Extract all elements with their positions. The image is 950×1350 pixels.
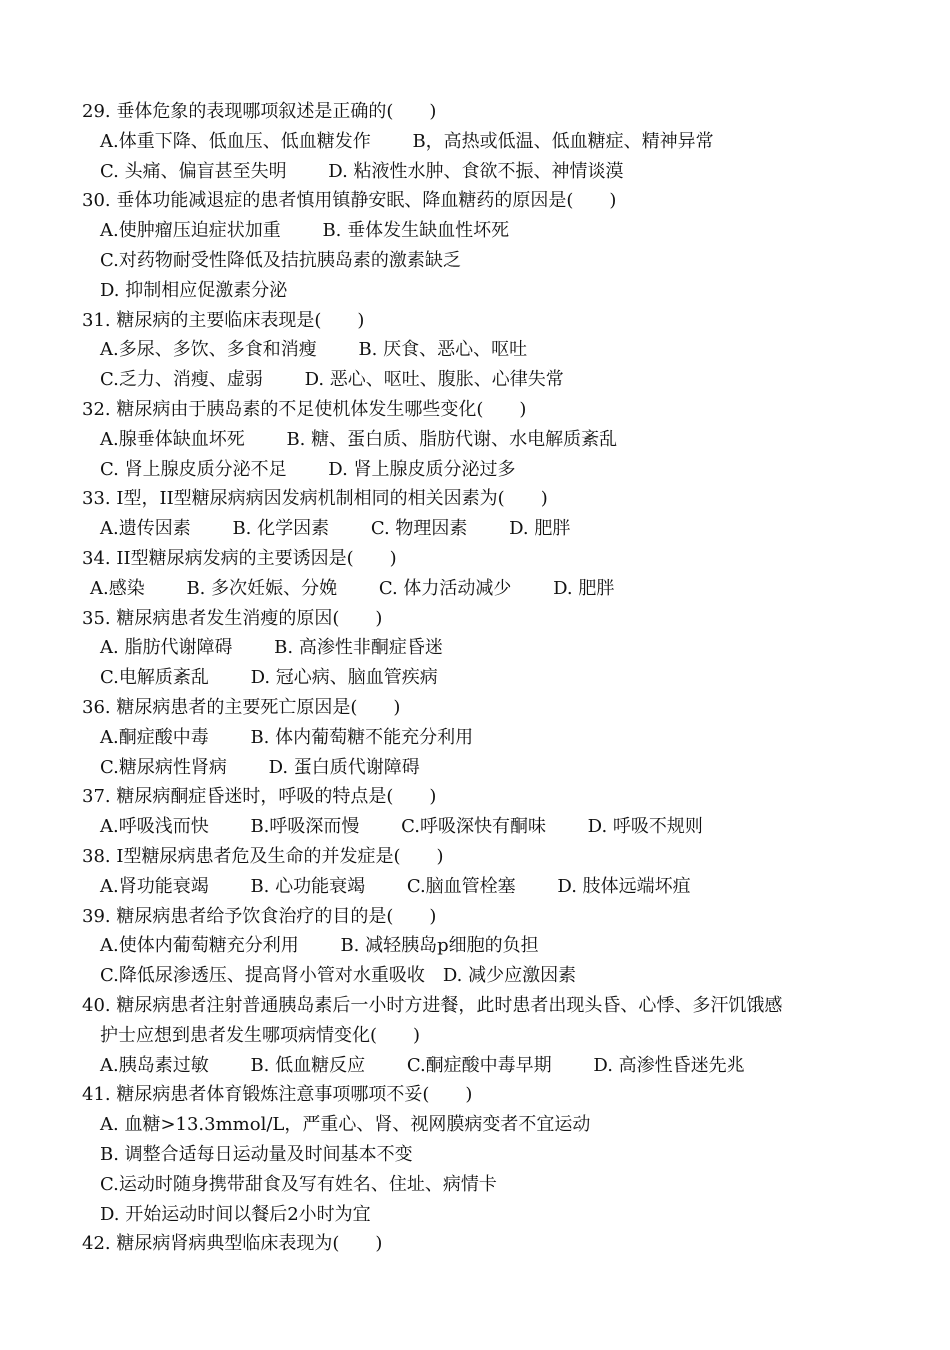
option-line: B. 调整合适每日运动量及时间基本不变: [100, 1144, 413, 1165]
option-line: C.乏力、消瘦、虚弱 D. 恶心、呕吐、腹胀、心律失常: [100, 369, 564, 391]
option-line: A.肾功能衰竭 B. 心功能衰竭 C.脑血管栓塞 D. 肢体远端坏疽: [100, 875, 691, 897]
option-line: A.胰岛素过敏 B. 低血糖反应 C.酮症酸中毒早期 D. 高渗性昏迷先兆: [100, 1054, 745, 1076]
option-line: A.感染 B. 多次妊娠、分娩 C. 体力活动减少 D. 肥胖: [90, 577, 615, 599]
option-line: A. 血糖>13.3mmol/L，严重心、肾、视网膜病变者不宜运动: [100, 1114, 591, 1136]
question-line: 29. 垂体危象的表现哪项叙述是正确的( ): [82, 101, 437, 122]
option-line: A.呼吸浅而快 B.呼吸深而慢 C.呼吸深快有酮味 D. 呼吸不规则: [100, 816, 703, 838]
question-line: 32. 糖尿病由于胰岛素的不足使机体发生哪些变化( ): [82, 399, 527, 420]
question-line: 42. 糖尿病肾病典型临床表现为( ): [82, 1233, 383, 1255]
option-line: A. 脂肪代谢障碍 B. 高渗性非酮症昏迷: [100, 637, 443, 659]
option-line: A.使肿瘤压迫症状加重 B. 垂体发生缺血性坏死: [100, 220, 510, 242]
option-line: D. 开始运动时间以餐后2小时为宜: [100, 1203, 371, 1225]
option-line: D. 抑制相应促激素分泌: [100, 279, 288, 301]
option-line: C.对药物耐受性降低及拮抗胰岛素的激素缺乏: [100, 250, 461, 271]
option-line: C. 肾上腺皮质分泌不足 D. 肾上腺皮质分泌过多: [100, 458, 516, 480]
question-line: 35. 糖尿病患者发生消瘦的原因( ): [82, 607, 383, 629]
option-line: A.遗传因素 B. 化学因素 C. 物理因素 D. 肥胖: [100, 518, 571, 540]
option-line: A.腺垂体缺血坏死 B. 糖、蛋白质、脂肪代谢、水电解质紊乱: [100, 428, 618, 450]
option-line: C.降低尿渗透压、提高肾小管对水重吸收 D. 减少应激因素: [100, 965, 577, 987]
option-line: A.使体内葡萄糖充分利用 B. 减轻胰岛p细胞的负担: [100, 935, 539, 957]
question-line: 38. I型糖尿病患者危及生命的并发症是( ): [82, 846, 444, 867]
question-line: 31. 糖尿病的主要临床表现是( ): [82, 309, 365, 331]
question-line: 30. 垂体功能减退症的患者慎用镇静安眠、降血糖药的原因是( ): [82, 190, 617, 212]
question-line: 34. II型糖尿病发病的主要诱因是( ): [82, 548, 397, 569]
question-line: 33. I型，II型糖尿病病因发病机制相同的相关因素为( ): [82, 488, 548, 510]
question-line: 41. 糖尿病患者体育锻炼注意事项哪项不妥( ): [82, 1084, 473, 1106]
option-line: 护士应想到患者发生哪项病情变化( ): [100, 1024, 421, 1046]
option-line: C. 头痛、偏盲甚至失明 D. 粘液性水肿、食欲不振、神情谈漠: [100, 160, 624, 182]
option-line: C.电解质紊乱 D. 冠心病、脑血管疾病: [100, 667, 438, 689]
question-line: 37. 糖尿病酮症昏迷时，呼吸的特点是( ): [82, 786, 437, 808]
option-line: A.多尿、多饮、多食和消瘦 B. 厌食、恶心、呕吐: [100, 339, 528, 361]
question-line: 39. 糖尿病患者给予饮食治疗的目的是( ): [82, 905, 437, 927]
option-line: A.酮症酸中毒 B. 体内葡萄糖不能充分利用: [100, 726, 474, 748]
option-line: C.运动时随身携带甜食及写有姓名、住址、病情卡: [100, 1173, 497, 1195]
option-line: C.糖尿病性肾病 D. 蛋白质代谢障碍: [100, 756, 420, 778]
question-line: 40. 糖尿病患者注射普通胰岛素后一小时方进餐，此时患者出现头昏、心悸、多汗饥饿感: [82, 995, 783, 1016]
question-line: 36. 糖尿病患者的主要死亡原因是( ): [82, 697, 401, 718]
option-line: A.体重下降、低血压、低血糖发作 B，高热或低温、低血糖症、精神异常: [100, 130, 714, 152]
